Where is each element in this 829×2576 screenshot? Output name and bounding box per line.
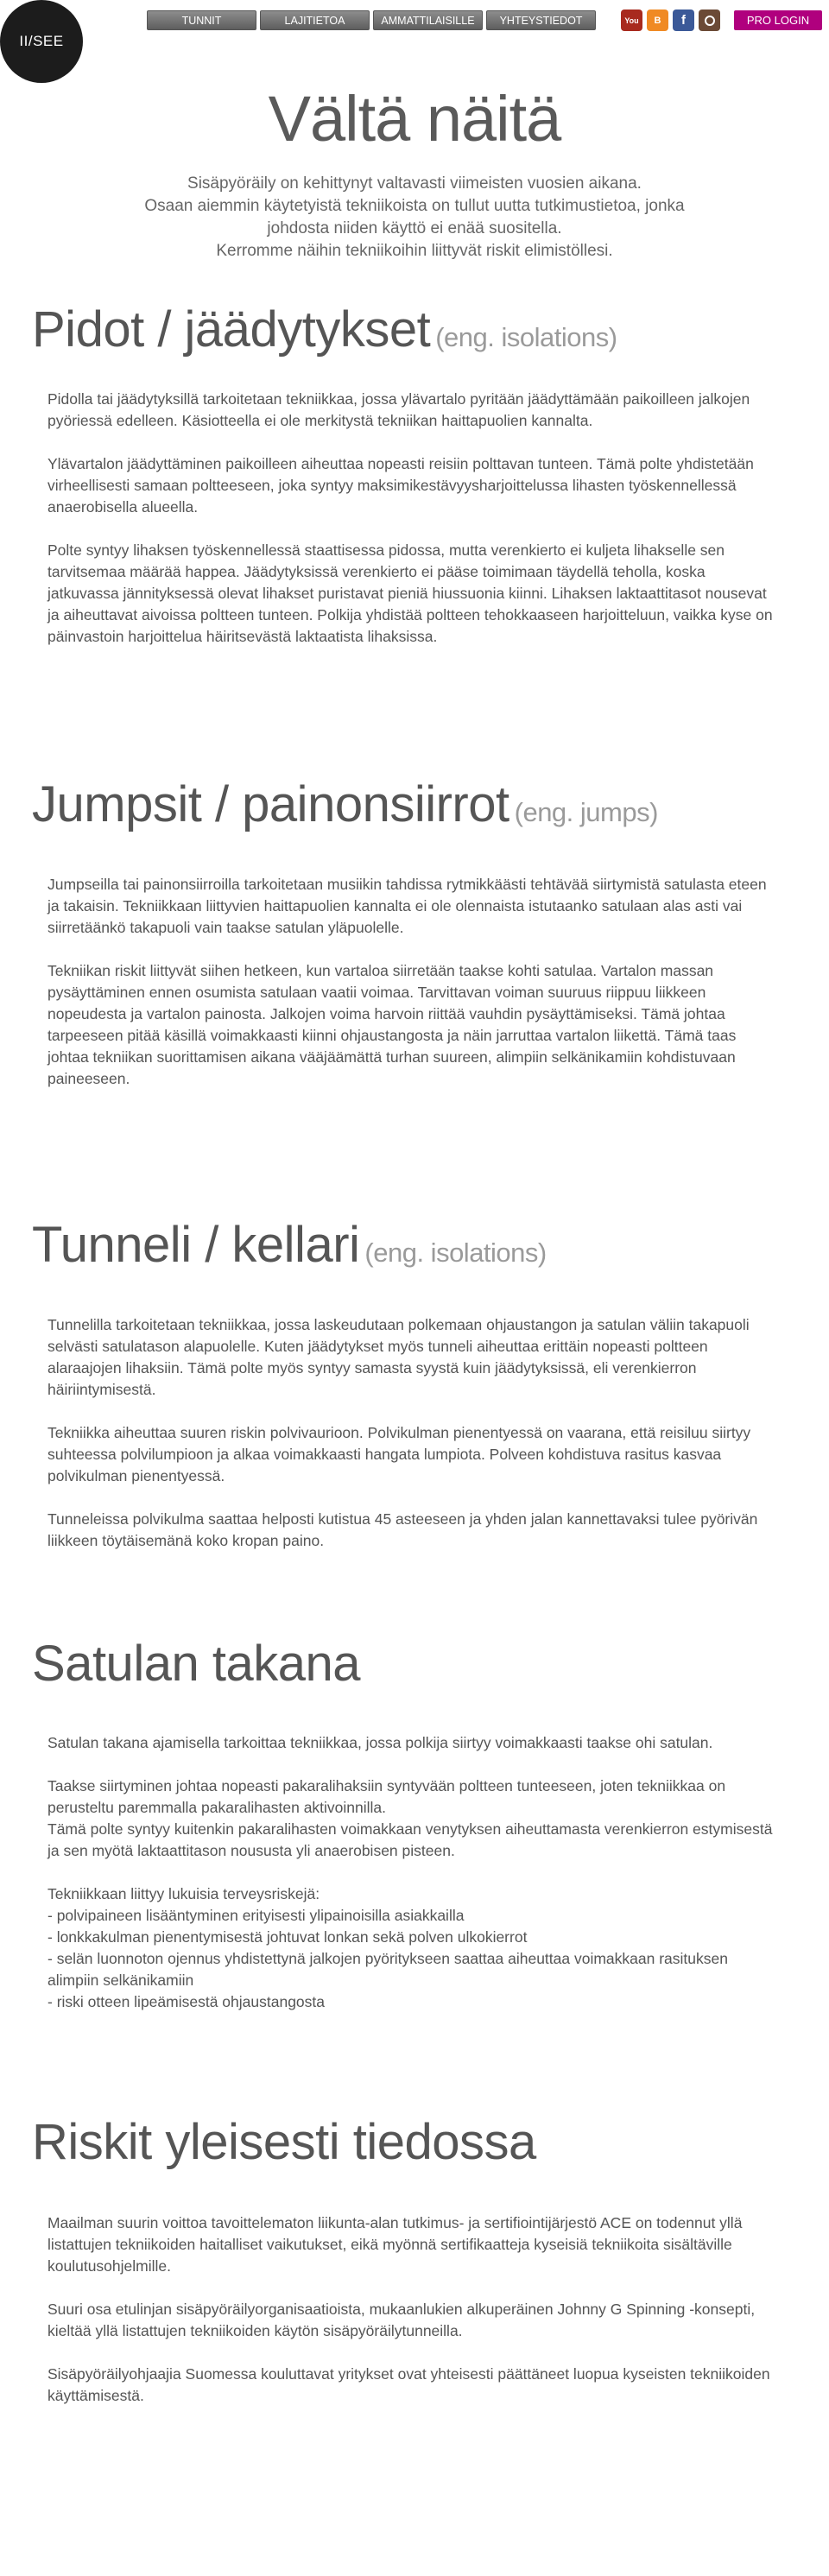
nav-item-yhteystiedot[interactable]: YHTEYSTIEDOT (486, 10, 596, 30)
paragraph: Jumpseilla tai painonsiirroilla tarkoitetaan musiikin tahdissa rytmikkäästi tehtävää siirtymistä satulasta eteen ja takaisin. Tekniikkaan liittyvien haittapuolien kannalta ei ole olennaista istutaanko satulaan alas asti vai siirretäänkö takapuoli vain taakse satulan yläpuolelle. (47, 876, 767, 936)
blogger-icon[interactable]: B (647, 9, 668, 31)
list-item: - selän luonnoton ojennus yhdistettynä jalkojen pyöritykseen saattaa aiheuttaa voimakkaan rasituksen alimpiin selkänikamiin (47, 1950, 728, 1989)
section-title-text: Tunneli / kellari (32, 1217, 360, 1273)
intro-line: Kerromme näihin tekniikoihin liittyvät riskit elimistöllesi. (216, 242, 613, 260)
facebook-icon[interactable]: f (673, 9, 694, 31)
paragraph: Polte syntyy lihaksen työskennellessä staattisessa pidossa, mutta verenkierto ei kuljeta lihakselle sen tarvitsemaa määrää happea. Jäädytyksissä verenkierto ei pääse toimimaan täydellä teholla, koska jatkuvassa jännityksessä olevat lihakset puristavat pieniä hiussuonia kiinni. Lihaksen laktaattitasot nousevat ja aiheuttavat aivoissa poltteen tunteen. Polkija yhdistää poltteen tehokkaaseen harjoitteluun, vaikka kyse on päinvastoin harjoittelua häiritsevästä laktaatista lihaksissa. (47, 541, 773, 645)
paragraph: Tekniikka aiheuttaa suuren riskin polvivaurioon. Polvikulman pienentyessä on vaarana, että reisiluu siirtyy suhteessa polvilumpioon ja alkaa voimakkaasti hangata lumpiota. Polveen kohdistuva rasitus kasvaa polvikulman pienentyessä. (47, 1424, 751, 1484)
paragraph: Maailman suurin voittoa tavoittelematon liikunta-alan tutkimus- ja sertifiointijärjestö ACE on todennut yllä listattujen tekniikoiden haitalliset vaikutukset, eikä myönnä sertifikaatteja kyseisiä tekniikoita sisältäville koulutusohjelmille. (47, 2214, 743, 2275)
page-title: Vältä näitä (268, 83, 561, 155)
paragraph: Pidolla tai jäädytyksillä tarkoitetaan tekniikkaa, jossa ylävartalo pyritään jäädyttämään paikoilleen jalkojen pyöriessä edelleen. Käsiotteella ei ole merkitystä tekniikan haittapuolien kannalta. (47, 390, 750, 429)
intro-line: Sisäpyöräily on kehittynyt valtavasti viimeisten vuosien aikana. (187, 174, 642, 193)
paragraph: Tunnelilla tarkoitetaan tekniikkaa, jossa laskeudutaan polkemaan ohjaustangon ja satulan väliin takapuoli selvästi satulatason alapuolelle. Kuten jäädytykset myös tunneli aiheuttaa erittäin nopeasti poltteen alaraajojen lihaksiin. Tämä polte myös syntyy samasta syystä kuin jäädytyksissä, eli verenkierron häiriintymisestä. (47, 1316, 750, 1398)
paragraph: Satulan takana ajamisella tarkoittaa tekniikkaa, jossa polkija siirtyy voimakkaasti taakse ohi satulan. (47, 1734, 713, 1751)
paragraph: Tunneleissa polvikulma saattaa helposti kutistua 45 asteeseen ja yhden jalan kannettavaksi tulee pyörivän liikkeen töytäisemänä koko kropan paino. (47, 1510, 758, 1549)
pro-login-button[interactable]: PRO LOGIN (734, 10, 822, 30)
intro-line: Osaan aiemmin käytetyistä tekniikoista on tullut uutta tutkimustietoa, jonka (144, 197, 685, 215)
paragraph: Ylävartalon jäädyttäminen paikoilleen aiheuttaa nopeasti reisiin polttavan tunteen. Tämä polte yhdistetään virheellisesti samaan poltteeseen, joka syntyy maksimikestävyysharjoittelussa lihasten työskennellessä anaerobisella alueella. (47, 455, 754, 516)
intro-text (69, 173, 760, 263)
paragraph: Tämä polte syntyy kuitenkin pakaralihasten voimakkaan venytyksen aiheuttamasta verenkierron estymisestä ja sen myötä laktaattitason noususta yli anaerobisen pisteen. (47, 1820, 773, 1859)
list-item: - lonkkakulman pienentymisestä johtuvat lonkan sekä polven ulkokierrot (47, 1928, 528, 1946)
intro-line: johdosta niiden käyttö ei enää suositella. (267, 219, 562, 237)
risks-list (47, 1905, 773, 2013)
list-item: - riski otteen lipeämisestä ohjaustangosta (47, 1993, 326, 2010)
nav-item-lajitietoa[interactable]: LAJITIETOA (260, 10, 370, 30)
section-title-text: Satulan takana (32, 1636, 360, 1692)
section-body-tunneli (47, 1314, 773, 1573)
social-links (621, 9, 720, 31)
section-body-pidot (47, 389, 773, 669)
section-title-satulan-takana (32, 1635, 360, 1693)
main-nav (147, 10, 596, 30)
list-item: - polvipaineen lisääntyminen erityisesti ylipainoisilla asiakkailla (47, 1907, 465, 1924)
section-title-jumpsit (32, 775, 658, 833)
section-title-text: Riskit yleisesti tiedossa (32, 2114, 536, 2170)
section-title-riskit (32, 2113, 536, 2171)
section-title-text: Pidot / jäädytykset (32, 301, 431, 358)
section-body-riskit (47, 2212, 773, 2428)
section-title-tunneli (32, 1216, 547, 1274)
section-title-pidot (32, 301, 617, 358)
section-title-eng: (eng. isolations) (435, 322, 617, 352)
risks-heading: Tekniikkaan liittyy lukuisia terveysriskejä: (47, 1885, 320, 1902)
section-title-text: Jumpsit / painonsiirrot (32, 776, 509, 832)
section-body-satulan-takana (47, 1732, 773, 2013)
instagram-icon[interactable] (699, 9, 720, 31)
nav-item-ammattilaisille[interactable]: AMMATTILAISILLE (373, 10, 483, 30)
logo-text: II/SEE (19, 33, 64, 49)
section-body-jumpsit (47, 874, 773, 1111)
youtube-icon[interactable]: You (621, 9, 642, 31)
paragraph: Sisäpyöräilyohjaajia Suomessa kouluttavat yritykset ovat yhteisesti päättäneet luopua kyseisten tekniikoiden käyttämisestä. (47, 2365, 770, 2404)
paragraph: Suuri osa etulinjan sisäpyöräilyorganisaatioista, mukaanlukien alkuperäinen Johnny G Spinning -konsepti, kieltää yllä listattujen tekniikoiden käytön sisäpyöräilytunneilla. (47, 2301, 756, 2339)
section-title-eng: (eng. jumps) (514, 797, 658, 827)
paragraph: Taakse siirtyminen johtaa nopeasti pakaralihaksiin syntyvään poltteen tunteeseen, joten tekniikkaa on perusteltu paremmalla pakaralihasten aktivoinnilla. (47, 1777, 726, 1816)
section-title-eng: (eng. isolations) (364, 1237, 547, 1268)
paragraph: Tekniikan riskit liittyvät siihen hetkeen, kun vartaloa siirretään taakse kohti satulaa. Vartalon massan pysäyttäminen ennen osumista satulaan vaatii voimaa. Tarvittavan voiman suuruus riippuu liikkeen nopeudesta ja vartalon painosta. Jalkojen voima harvoin riittää vauhdin pysäyttämiseksi. Tämä johtaa tarpeeseen pitää käsillä voimakkaasti kiinni ohjaustangosta ja näin jarruttaa vartalon liikettä. Tämä taas johtaa tekniikan suorittamisen aikana vääjäämättä turhan suureen, alimpiin selkänikamiin kohdistuvaan paineeseen. (47, 962, 737, 1087)
nav-item-tunnit[interactable]: TUNNIT (147, 10, 256, 30)
logo[interactable] (0, 0, 83, 83)
